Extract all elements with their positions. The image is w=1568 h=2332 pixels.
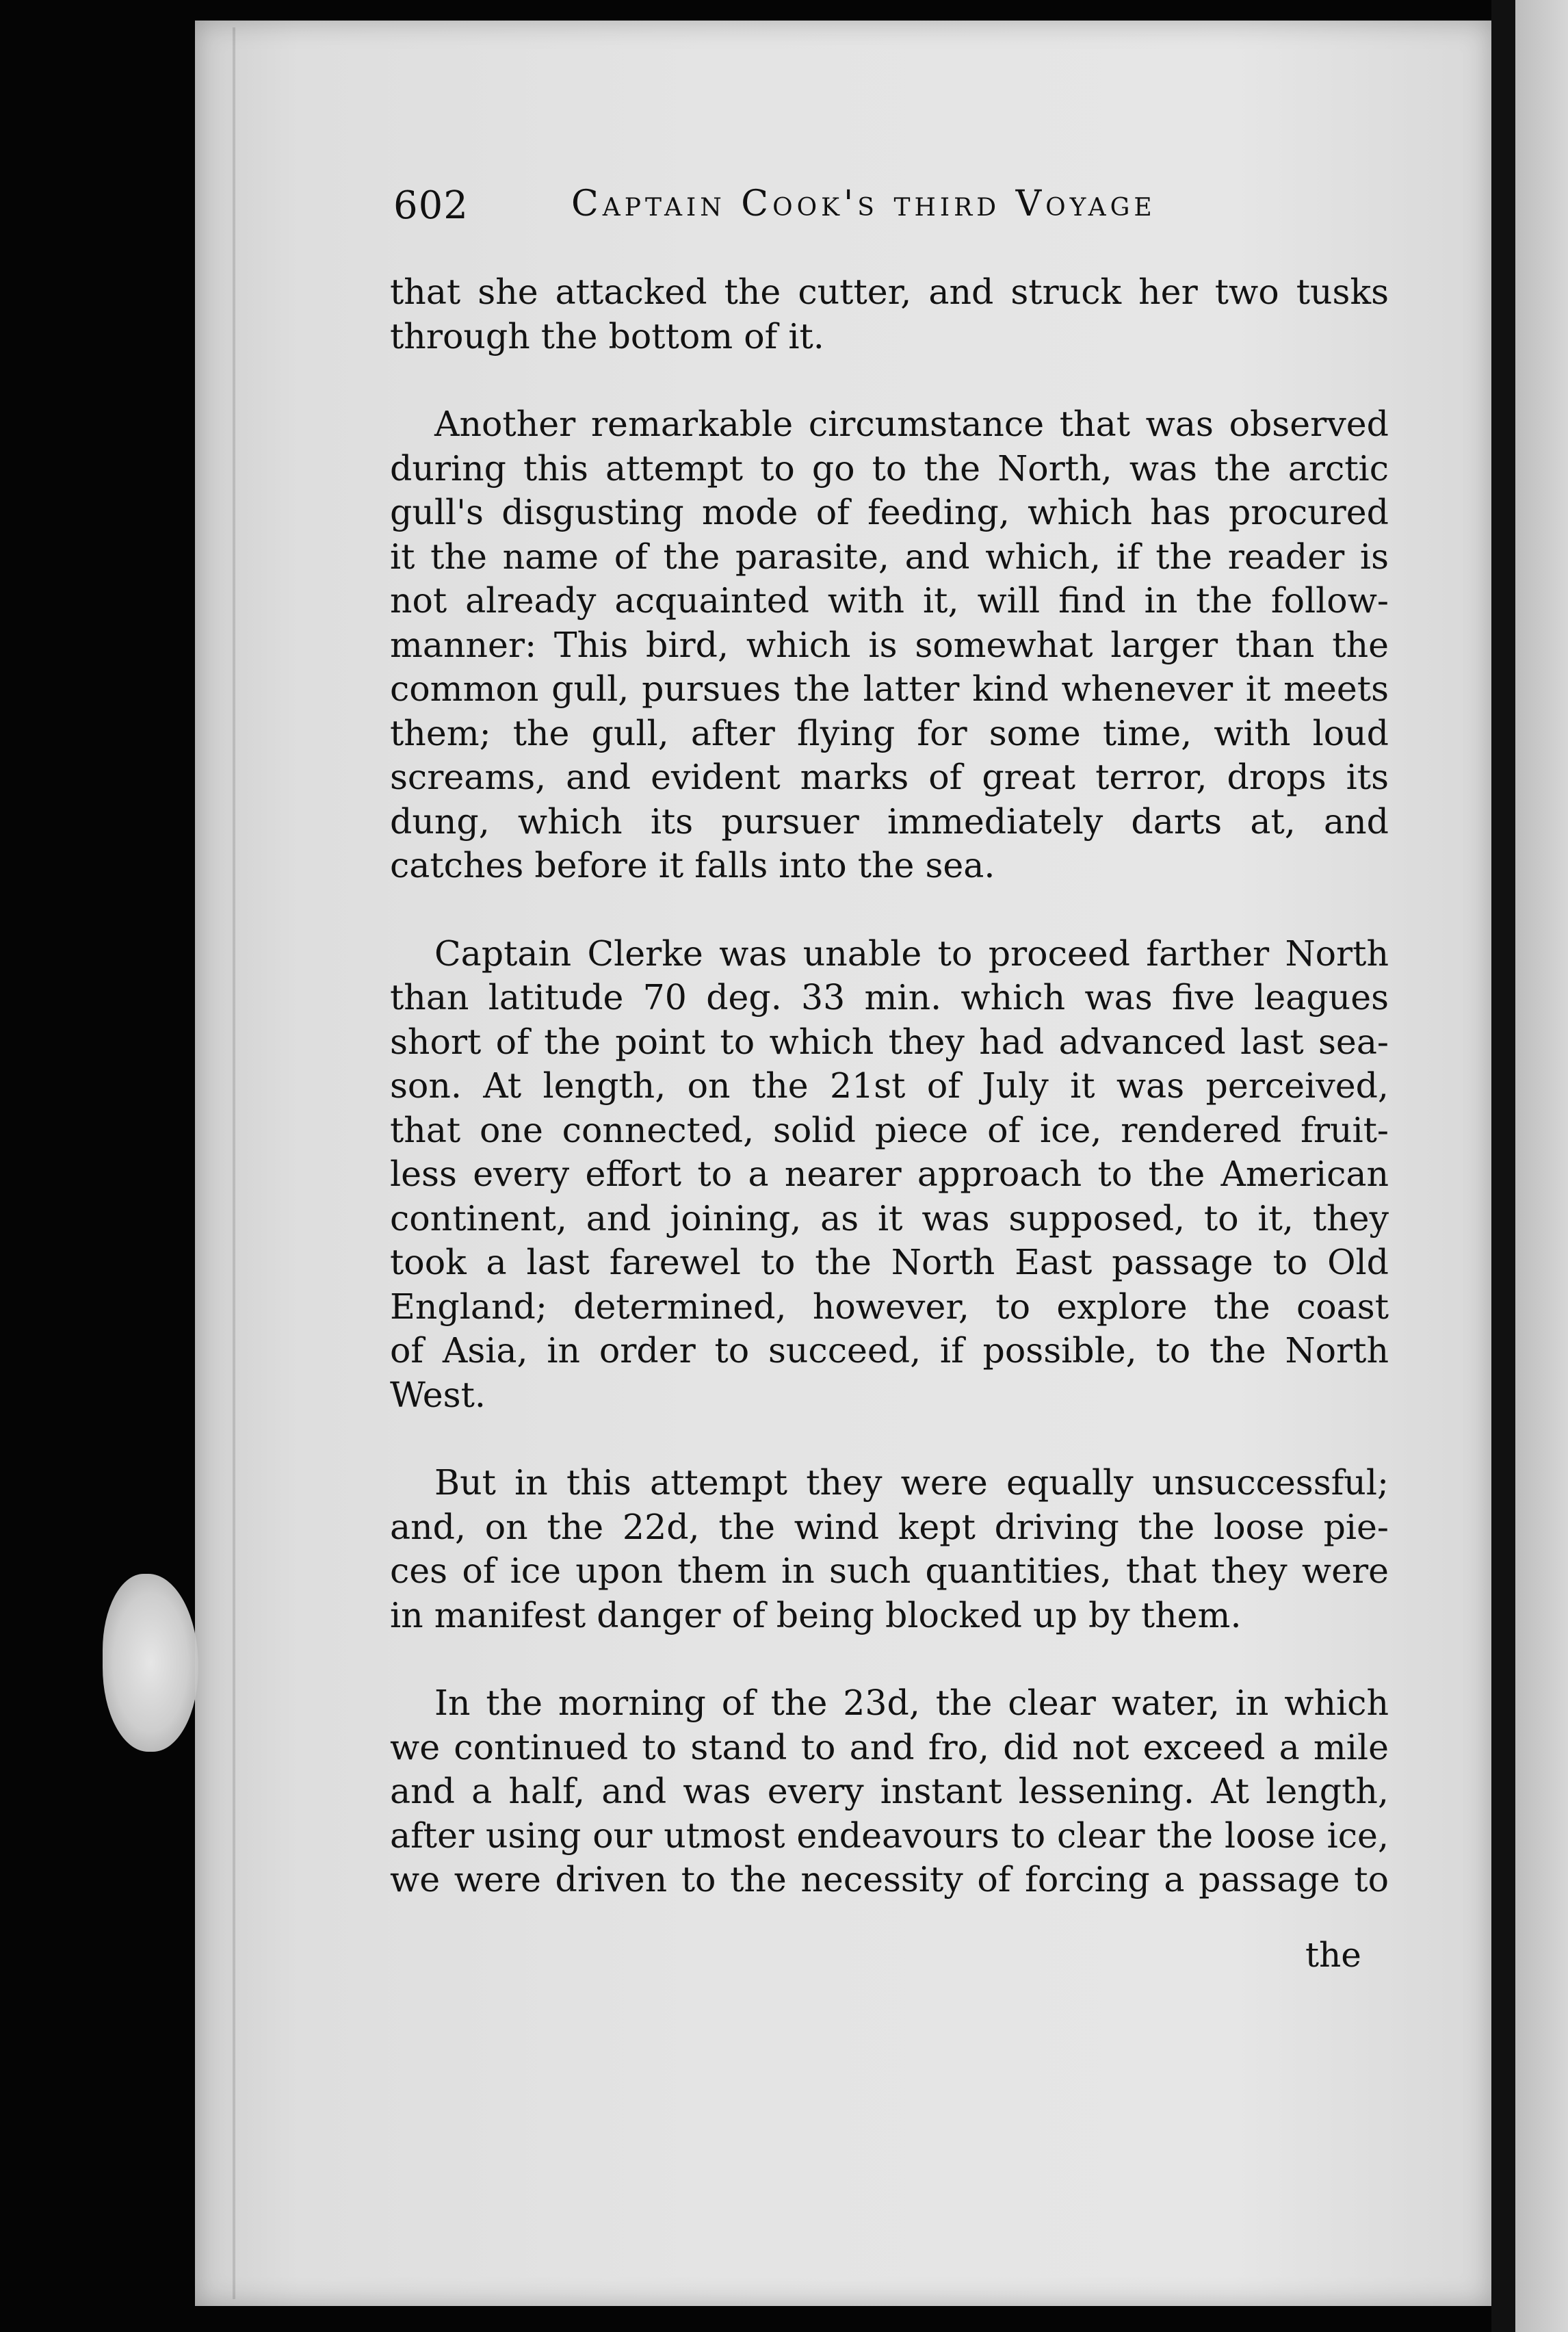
- text-line: Another remarkable circumstance that was observed: [434, 404, 1389, 444]
- page-fold-line: [233, 27, 235, 2299]
- paragraph-2: [390, 402, 1389, 888]
- paragraph-3: [390, 932, 1389, 1418]
- gutter-shadow: [1491, 0, 1515, 2332]
- text-line: in manifest danger of being blocked up by them.: [390, 1594, 1242, 1635]
- text-line: catches before it falls into the sea.: [390, 845, 995, 885]
- text-line: screams, and evident marks of great terror, drops its: [390, 757, 1389, 797]
- text-line: than latitude 70 deg. 33 min. which was five leagues: [390, 977, 1389, 1018]
- text-line: during this attempt to go to the North, was the arctic: [390, 448, 1389, 489]
- text-line: it the name of the parasite, and which, if the reader is: [390, 536, 1389, 577]
- facing-page-edge: [1515, 0, 1568, 2332]
- text-line: continent, and joining, as it was supposed, to it, they: [390, 1197, 1389, 1239]
- body-text: [390, 270, 1389, 1902]
- text-line: England; determined, however, to explore the coast: [390, 1286, 1389, 1327]
- text-line: short of the point to which they had advanced last sea-: [390, 1021, 1389, 1062]
- text-line: took a last farewel to the North East passage to Old: [390, 1242, 1389, 1282]
- text-line: them; the gull, after flying for some time, with loud: [390, 712, 1389, 753]
- text-line: Captain Clerke was unable to proceed farther North: [434, 933, 1389, 974]
- text-line: of Asia, in order to succeed, if possible, to the North: [390, 1330, 1389, 1371]
- text-line: son. At length, on the 21st of July it was perceived,: [390, 1065, 1389, 1106]
- text-line: common gull, pursues the latter kind whenever it meets: [390, 669, 1389, 709]
- catchword: the: [1305, 1935, 1361, 1975]
- text-line: ces of ice upon them in such quantities, that they were: [390, 1551, 1389, 1591]
- text-line: In the morning of the 23d, the clear water, in which: [434, 1683, 1389, 1723]
- text-line: through the bottom of it.: [390, 315, 824, 357]
- text-line: gull's disgusting mode of feeding, which has procured: [390, 492, 1389, 532]
- text-line: West.: [390, 1374, 486, 1415]
- text-line: less every effort to a nearer approach to the American: [390, 1154, 1389, 1194]
- text-line: manner: This bird, which is somewhat larger than the: [390, 624, 1389, 665]
- paragraph-4: [390, 1461, 1389, 1637]
- text-line: and a half, and was every instant lessening. At length,: [390, 1771, 1389, 1811]
- text-line: after using our utmost endeavours to clear the loose ice,: [390, 1815, 1389, 1856]
- page-header: [393, 183, 1385, 245]
- text-line: and, on the 22d, the wind kept driving the loose pie-: [390, 1506, 1389, 1547]
- running-head: Captain Cook's third Voyage: [571, 183, 1156, 224]
- text-line: that one connected, solid piece of ice, rendered fruit-: [390, 1109, 1389, 1150]
- text-line: that she attacked the cutter, and struck her two tusks: [390, 272, 1389, 312]
- text-line: we were driven to the necessity of forcing a passage to: [390, 1859, 1389, 1900]
- paragraph-5: [390, 1681, 1389, 1902]
- text-line: not already acquainted with it, will find in the follow-: [390, 580, 1389, 621]
- paragraph-1: [390, 270, 1389, 359]
- text-line: But in this attempt they were equally unsuccessful;: [434, 1462, 1389, 1503]
- text-line: dung, which its pursuer immediately darts at, and: [390, 801, 1389, 842]
- page-number: 602: [393, 183, 469, 228]
- text-line: we continued to stand to and fro, did not exceed a mile: [390, 1726, 1389, 1767]
